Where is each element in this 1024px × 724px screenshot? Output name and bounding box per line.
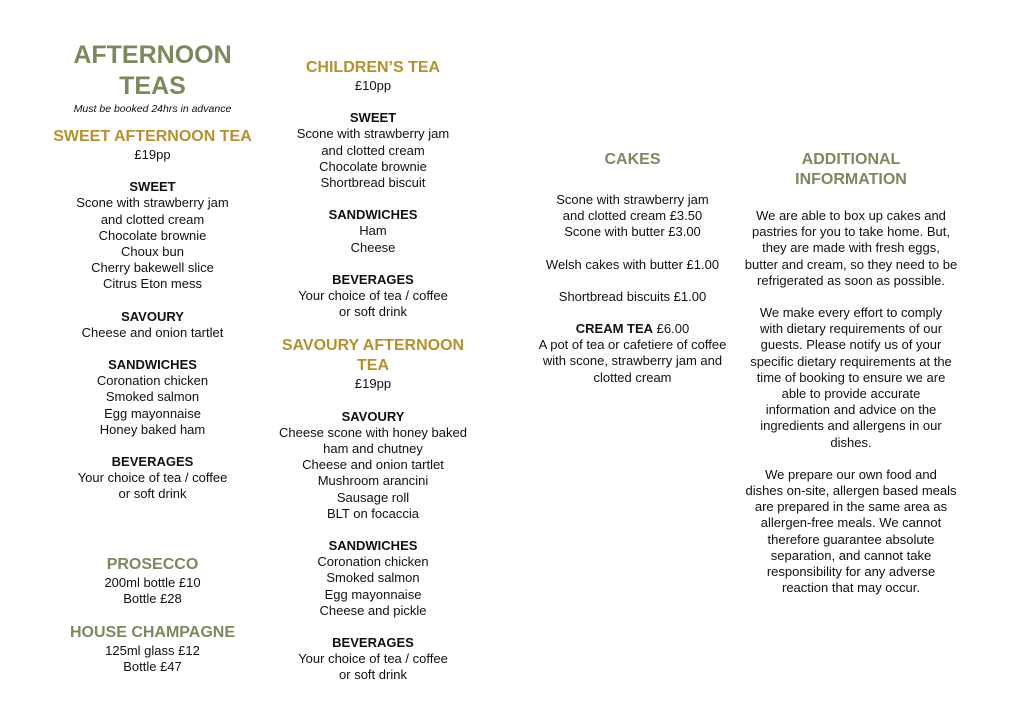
- childrens-tea-title: CHILDREN’S TEA: [305, 59, 441, 76]
- menu-item: Egg mayonnaise: [104, 405, 201, 421]
- menu-item: 125ml glass £12: [105, 643, 200, 659]
- additional-information-title: ADDITIONAL INFORMATION: [795, 151, 907, 188]
- group-heading: SWEET: [129, 179, 176, 195]
- menu-item: Coronation chicken: [96, 373, 209, 389]
- group-heading: SANDWICHES: [328, 538, 418, 554]
- cakes-scone-group: [520, 192, 745, 241]
- menu-item: and clotted cream: [100, 211, 205, 227]
- menu-item: Chocolate brownie: [319, 158, 427, 174]
- group-heading: SWEET: [349, 110, 397, 126]
- shortbread-item: Shortbread biscuits £1.00: [558, 288, 707, 304]
- sweet-afternoon-tea-title: SWEET AFTERNOON TEA: [53, 128, 252, 145]
- afternoon-teas-title: AFTERNOON TEAS: [73, 41, 232, 100]
- menu-item: Scone with strawberry jam: [296, 126, 450, 142]
- menu-item: Bottle £28: [123, 590, 182, 606]
- menu-item: Cheese and onion tartlet: [302, 457, 444, 473]
- menu-item: Scone with strawberry jam: [556, 192, 709, 207]
- cream-tea-group: [520, 321, 745, 386]
- childrens-sweet-group: [268, 110, 478, 191]
- menu-item: Mushroom arancini: [317, 473, 429, 489]
- savoury-tea-savoury-group: [268, 409, 478, 522]
- column-additional-information: [738, 150, 964, 596]
- menu-item: Cheese scone with honey baked: [279, 424, 467, 440]
- menu-item: Smoked salmon: [105, 389, 200, 405]
- sweet-tea-sweet-group: [40, 179, 265, 292]
- column-childrens-savoury: [268, 58, 478, 684]
- sweet-tea-beverages-group: [40, 454, 265, 503]
- cakes-title: CAKES: [604, 151, 661, 168]
- info-paragraph-dietary: We make every effort to comply with dietary requirements of our guests. Please notify us of your specific dietary requirements at the time of booking to ensure we are able to provide accurate information and advice on the ingredients and allergens in our dishes.: [750, 305, 952, 450]
- cream-tea-heading: CREAM TEA £6.00: [575, 321, 690, 337]
- group-heading: SANDWICHES: [108, 357, 197, 373]
- menu-item: with scone, strawberry jam and: [542, 353, 723, 369]
- prosecco-group: [40, 575, 265, 607]
- house-champagne-title: HOUSE CHAMPAGNE: [69, 624, 236, 642]
- sweet-tea-price: £19pp: [134, 147, 171, 162]
- menu-item: Egg mayonnaise: [324, 586, 422, 602]
- menu-item: Your choice of tea / coffee: [298, 651, 448, 667]
- group-heading: SAVOURY: [121, 308, 184, 324]
- menu-item: Sausage roll: [336, 489, 410, 505]
- menu-item: and clotted cream £3.50: [562, 208, 703, 224]
- savoury-tea-sandwiches-group: [268, 538, 478, 619]
- menu-item: Cheese and pickle: [319, 602, 427, 618]
- info-paragraph-allergens: We prepare our own food and dishes on-site, allergen based meals are prepared in the same area as allergen-free meals. We cannot therefore guarantee absolute separation, and cannot take responsibility for any adverse reaction that may occur.: [745, 466, 957, 596]
- group-heading: BEVERAGES: [111, 454, 194, 470]
- group-heading: BEVERAGES: [332, 271, 414, 287]
- menu-item: Cheese and onion tartlet: [81, 324, 224, 340]
- menu-item: or soft drink: [118, 486, 187, 502]
- menu-item: Choux bun: [121, 244, 184, 260]
- menu-item: clotted cream: [593, 369, 672, 385]
- menu-item: A pot of tea or cafetiere of coffee: [538, 337, 727, 353]
- welsh-cakes-item: Welsh cakes with butter £1.00: [545, 256, 720, 272]
- group-heading: SAVOURY: [341, 408, 405, 424]
- column-afternoon-teas: [40, 40, 265, 675]
- prosecco-title: PROSECCO: [106, 555, 199, 573]
- menu-item: Chocolate brownie: [98, 227, 207, 243]
- menu-item: or soft drink: [339, 304, 407, 320]
- menu-item: Ham: [359, 223, 387, 239]
- menu-item: Shortbread biscuit: [320, 175, 426, 191]
- menu-item: Smoked salmon: [326, 570, 420, 586]
- menu-item: Cheese: [350, 239, 396, 255]
- menu-item: and clotted cream: [321, 142, 425, 158]
- group-heading: SANDWICHES: [328, 207, 418, 223]
- booking-note: Must be booked 24hrs in advance: [73, 103, 232, 115]
- group-heading: BEVERAGES: [332, 635, 414, 651]
- menu-item: 200ml bottle £10: [104, 574, 201, 590]
- menu-item: Your choice of tea / coffee: [77, 470, 228, 486]
- menu-item: Cherry bakewell slice: [91, 260, 214, 276]
- childrens-tea-price: £10pp: [354, 78, 392, 93]
- savoury-tea-beverages-group: [268, 635, 478, 684]
- menu-item: Honey baked ham: [99, 421, 206, 437]
- menu-item: BLT on focaccia: [326, 505, 419, 521]
- menu-item: Scone with butter £3.00: [564, 224, 701, 240]
- savoury-tea-price: £19pp: [354, 376, 392, 392]
- savoury-afternoon-tea-title: SAVOURY AFTERNOON TEA: [281, 337, 465, 375]
- column-cakes: [520, 150, 745, 386]
- menu-item: Citrus Eton mess: [103, 276, 202, 292]
- menu-item: Bottle £47: [123, 659, 182, 675]
- champagne-group: [40, 643, 265, 675]
- sweet-tea-sandwiches-group: [40, 357, 265, 438]
- menu-item: Scone with strawberry jam: [76, 195, 229, 211]
- menu-item: Your choice of tea / coffee: [298, 288, 448, 304]
- menu-item: Coronation chicken: [317, 554, 429, 570]
- childrens-beverages-group: [268, 272, 478, 321]
- menu-item: ham and chutney: [323, 441, 423, 457]
- menu-item: or soft drink: [339, 667, 407, 683]
- sweet-tea-savoury-group: [40, 309, 265, 341]
- info-paragraph-boxing: We are able to box up cakes and pastries for you to take home. But, they are made with fresh eggs, butter and cream, so they need to be refrigerated as soon as possible.: [744, 208, 958, 288]
- childrens-sandwiches-group: [268, 207, 478, 256]
